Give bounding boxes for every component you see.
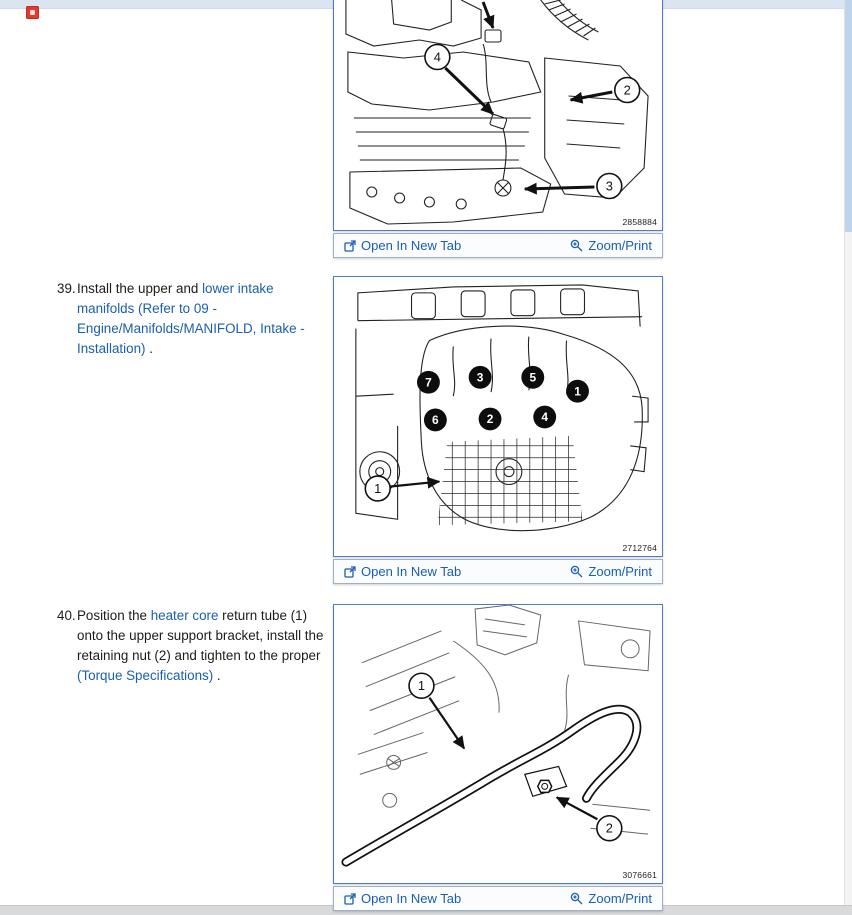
callout-2 xyxy=(615,78,640,103)
zoom-print-link[interactable] xyxy=(570,891,652,906)
intake-manifold-refer-link[interactable]: lower intake manifolds (Refer to 09 - Engine/Manifolds/MANIFOLD, Intake - Installation) xyxy=(77,281,305,356)
scrollbar-track[interactable] xyxy=(844,0,852,915)
callout-1 xyxy=(365,476,390,501)
step-40 xyxy=(57,606,325,686)
svg-text:3: 3 xyxy=(605,178,613,194)
figure-engine-sensors xyxy=(333,0,663,231)
heater-tube-diagram xyxy=(334,605,662,883)
svg-text:1: 1 xyxy=(574,384,581,399)
open-in-new-tab-link[interactable] xyxy=(344,564,461,579)
step-40-plain-1: Position the xyxy=(77,608,151,623)
svg-text:2: 2 xyxy=(623,82,631,98)
step-39 xyxy=(57,279,319,359)
step-39-plain-1: Install the upper and xyxy=(77,281,203,296)
figure-number: 2858884 xyxy=(622,217,657,227)
open-in-new-tab-link[interactable] xyxy=(344,238,461,253)
step-39-number: 39. xyxy=(57,281,76,296)
open-in-new-tab-label: Open In New Tab xyxy=(361,891,462,906)
step-39-plain-2: . xyxy=(145,341,153,356)
figure-3-toolbar xyxy=(333,886,663,911)
torque-specifications-link[interactable]: (Torque Specifications) xyxy=(77,668,214,683)
engine-sensors-diagram xyxy=(334,0,662,230)
intake-manifold-diagram xyxy=(334,277,662,556)
torque-sequence-markers xyxy=(417,366,589,432)
callout-3 xyxy=(597,174,622,199)
retaining-nut xyxy=(538,780,552,792)
svg-text:1: 1 xyxy=(374,480,382,496)
figure-heater-tube xyxy=(333,604,663,884)
svg-text:7: 7 xyxy=(425,375,432,390)
zoom-print-label: Zoom/Print xyxy=(588,238,652,253)
step-40-text xyxy=(77,606,325,686)
callout-4 xyxy=(425,45,450,70)
svg-text:2: 2 xyxy=(605,820,613,836)
callout-1 xyxy=(409,673,434,698)
open-in-new-tab-icon xyxy=(344,240,356,252)
open-in-new-tab-icon xyxy=(344,893,356,905)
svg-text:5: 5 xyxy=(529,370,537,385)
figure-1-toolbar xyxy=(333,233,663,258)
step-40-number: 40. xyxy=(57,608,76,623)
scrollbar-thumb[interactable] xyxy=(845,0,852,232)
figure-number: 3076661 xyxy=(622,870,657,880)
zoom-print-link[interactable] xyxy=(570,564,652,579)
zoom-icon xyxy=(570,892,583,905)
figure-2-toolbar xyxy=(333,559,663,584)
step-40-plain-2: return tube (1) onto the upper support bracket, install the retaining nut (2) and tighten to the proper xyxy=(77,608,324,663)
heater-core-link[interactable]: heater core xyxy=(150,608,219,623)
zoom-print-label: Zoom/Print xyxy=(588,891,652,906)
zoom-print-link[interactable] xyxy=(570,238,652,253)
open-in-new-tab-label: Open In New Tab xyxy=(361,564,462,579)
open-in-new-tab-link[interactable] xyxy=(344,891,461,906)
svg-text:2: 2 xyxy=(486,412,494,427)
figure-intake-manifold xyxy=(333,276,663,557)
red-bookmark-icon[interactable] xyxy=(26,6,39,19)
svg-text:1: 1 xyxy=(417,678,426,694)
zoom-print-label: Zoom/Print xyxy=(588,564,652,579)
figure-number: 2712764 xyxy=(622,543,657,553)
svg-text:4: 4 xyxy=(541,410,549,425)
step-39-text xyxy=(77,279,319,359)
callout-2 xyxy=(597,816,622,841)
svg-text:3: 3 xyxy=(476,370,484,385)
open-in-new-tab-label: Open In New Tab xyxy=(361,238,462,253)
svg-text:6: 6 xyxy=(432,413,439,428)
svg-text:4: 4 xyxy=(433,49,441,65)
step-40-plain-3: . xyxy=(213,668,221,683)
open-in-new-tab-icon xyxy=(344,566,356,578)
zoom-icon xyxy=(570,565,583,578)
zoom-icon xyxy=(570,239,583,252)
